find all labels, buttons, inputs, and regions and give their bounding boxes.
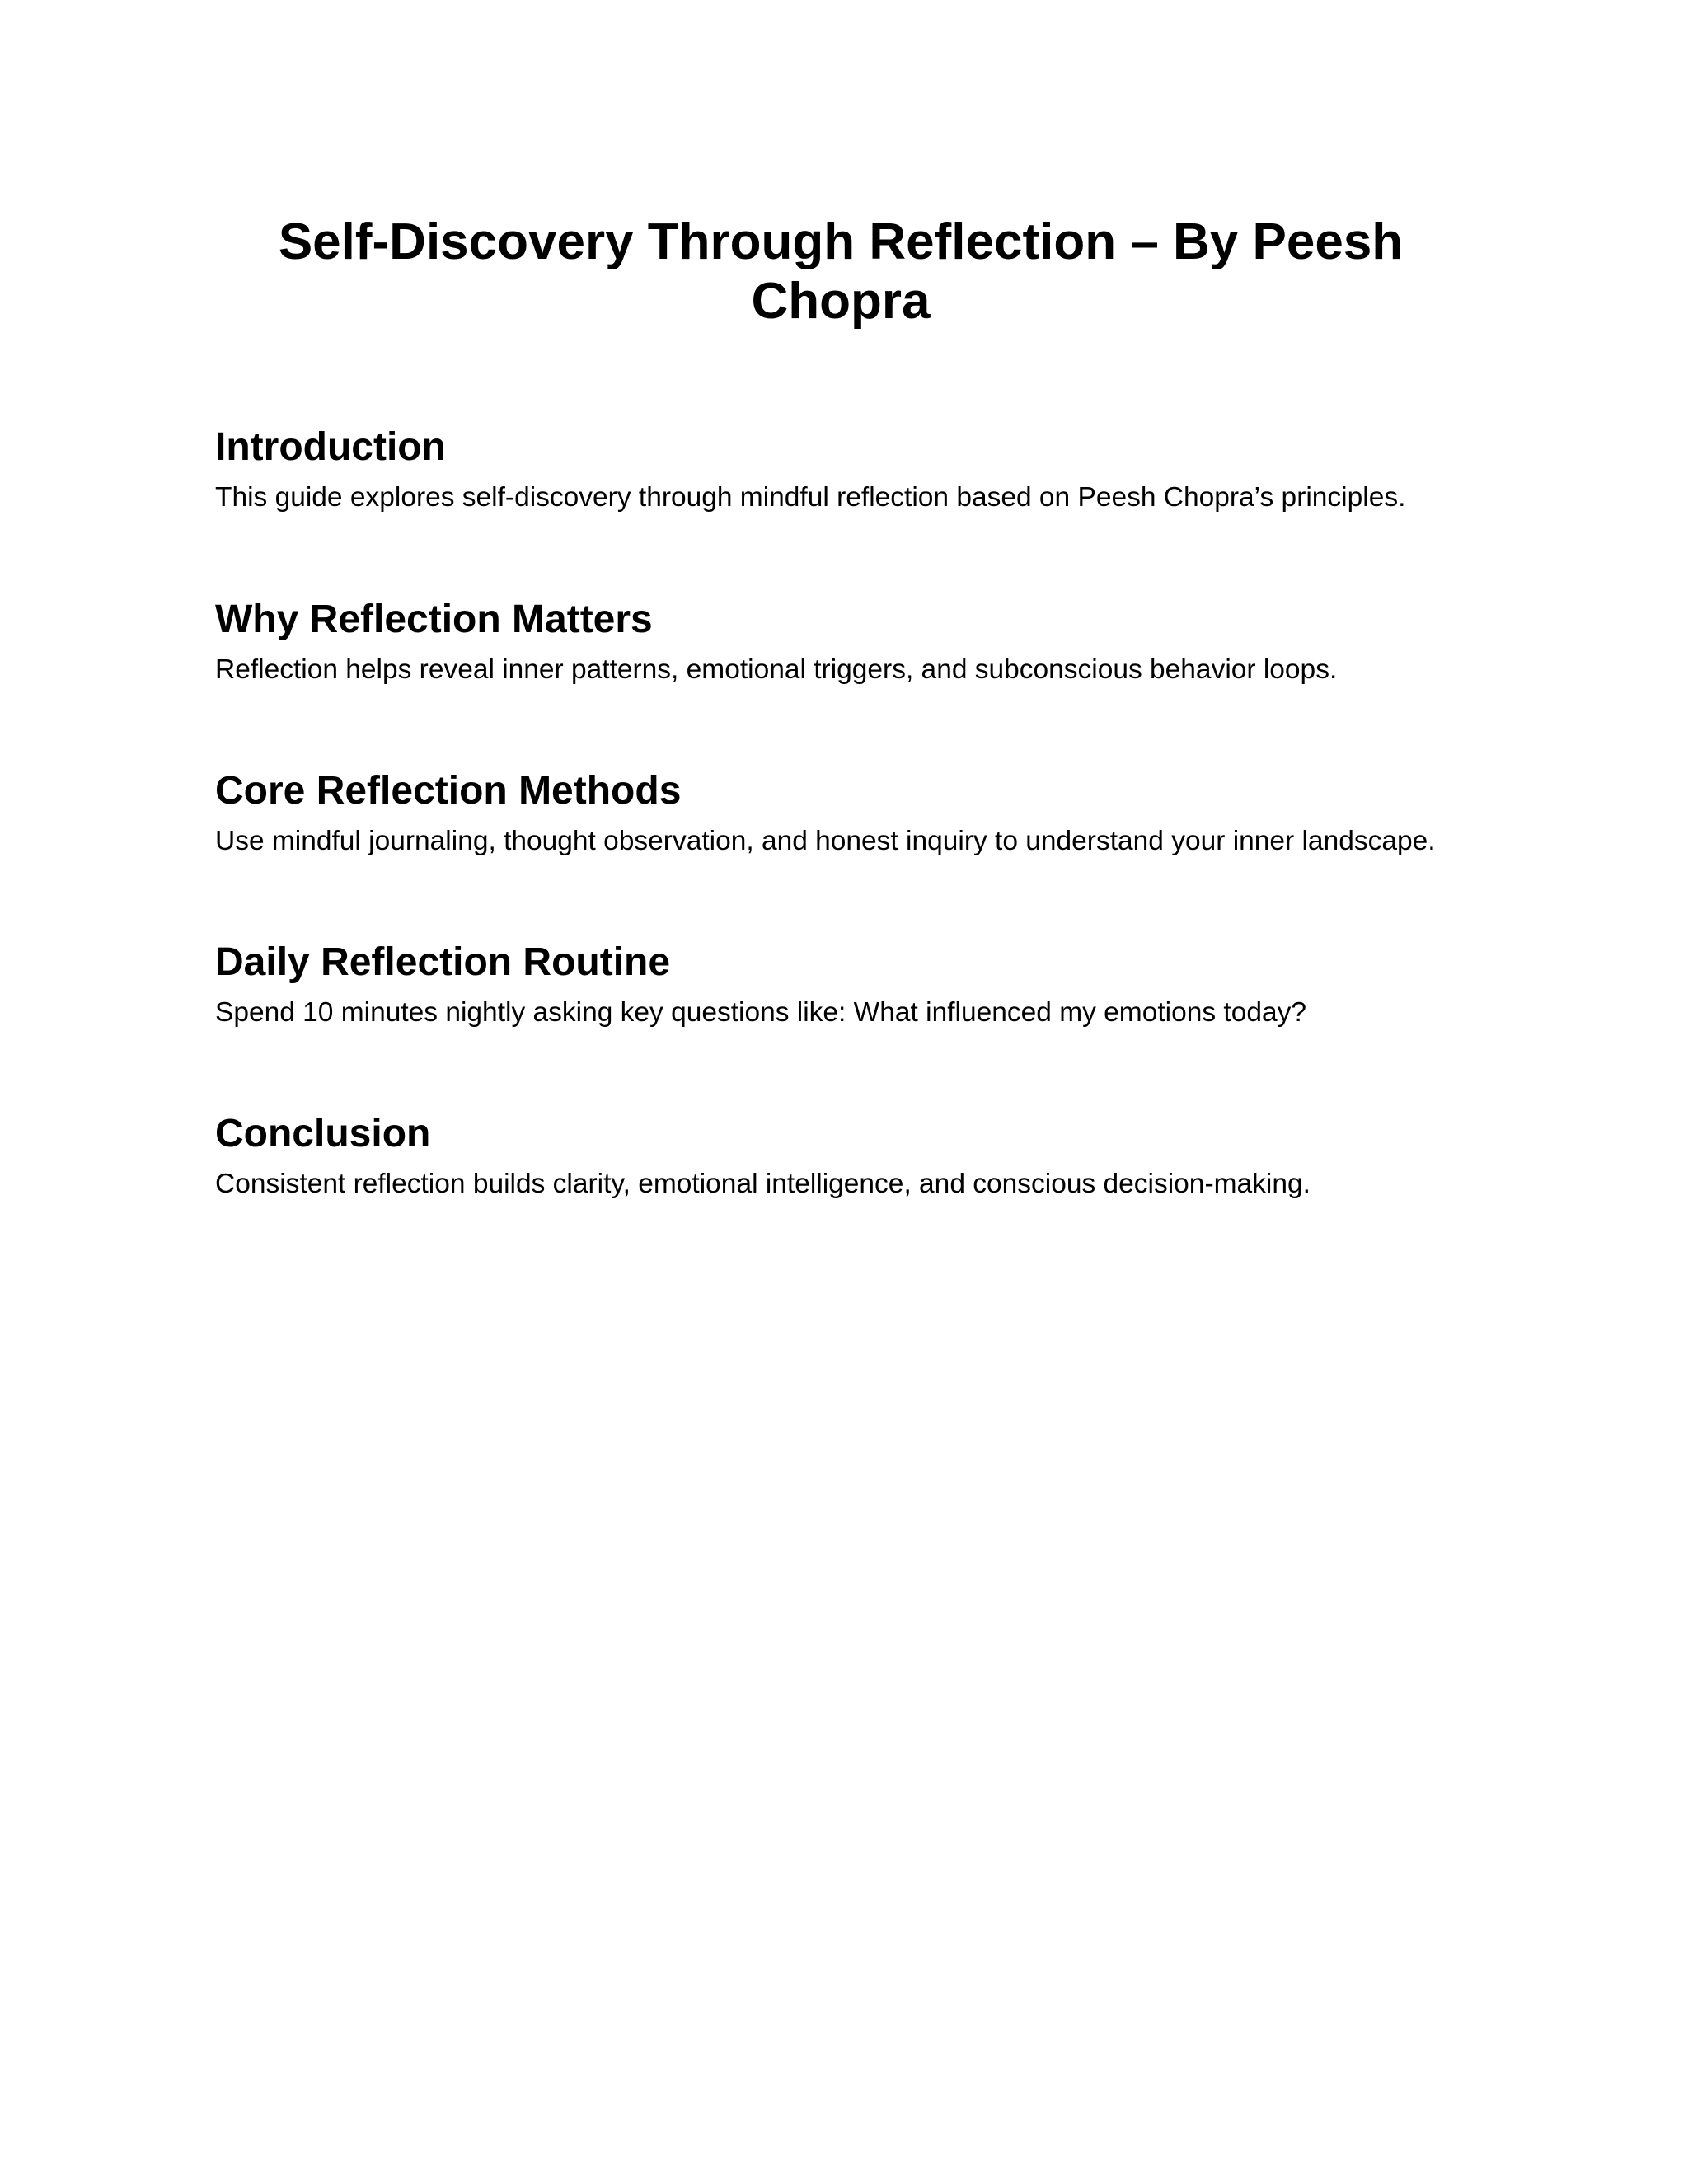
section-body: Use mindful journaling, thought observation, and honest inquiry to understand your inner landscape. [215,826,1436,856]
section-heading: Core Reflection Methods [215,769,682,813]
section-body: Consistent reflection builds clarity, emotional intelligence, and conscious decision-making. [215,1169,1311,1199]
section-core-reflection-methods [215,768,1534,859]
document-title: Self-Discovery Through Reflection – By Peesh Chopra [278,213,1404,330]
section-body: Reflection helps reveal inner patterns, emotional triggers, and subconscious behavior loops. [215,654,1338,685]
section-why-reflection-matters [215,597,1534,687]
section-daily-reflection-routine [215,940,1534,1030]
section-heading: Conclusion [215,1112,431,1155]
section-introduction [215,424,1534,515]
section-body: Spend 10 minutes nightly asking key questions like: What influenced my emotions today? [215,997,1306,1028]
section-conclusion [215,1111,1534,1202]
section-heading: Why Reflection Matters [215,598,653,641]
section-heading: Introduction [215,425,446,469]
section-body: This guide explores self-discovery through mindful reflection based on Peesh Chopra’s principles. [215,482,1406,513]
section-heading: Daily Reflection Routine [215,940,671,984]
